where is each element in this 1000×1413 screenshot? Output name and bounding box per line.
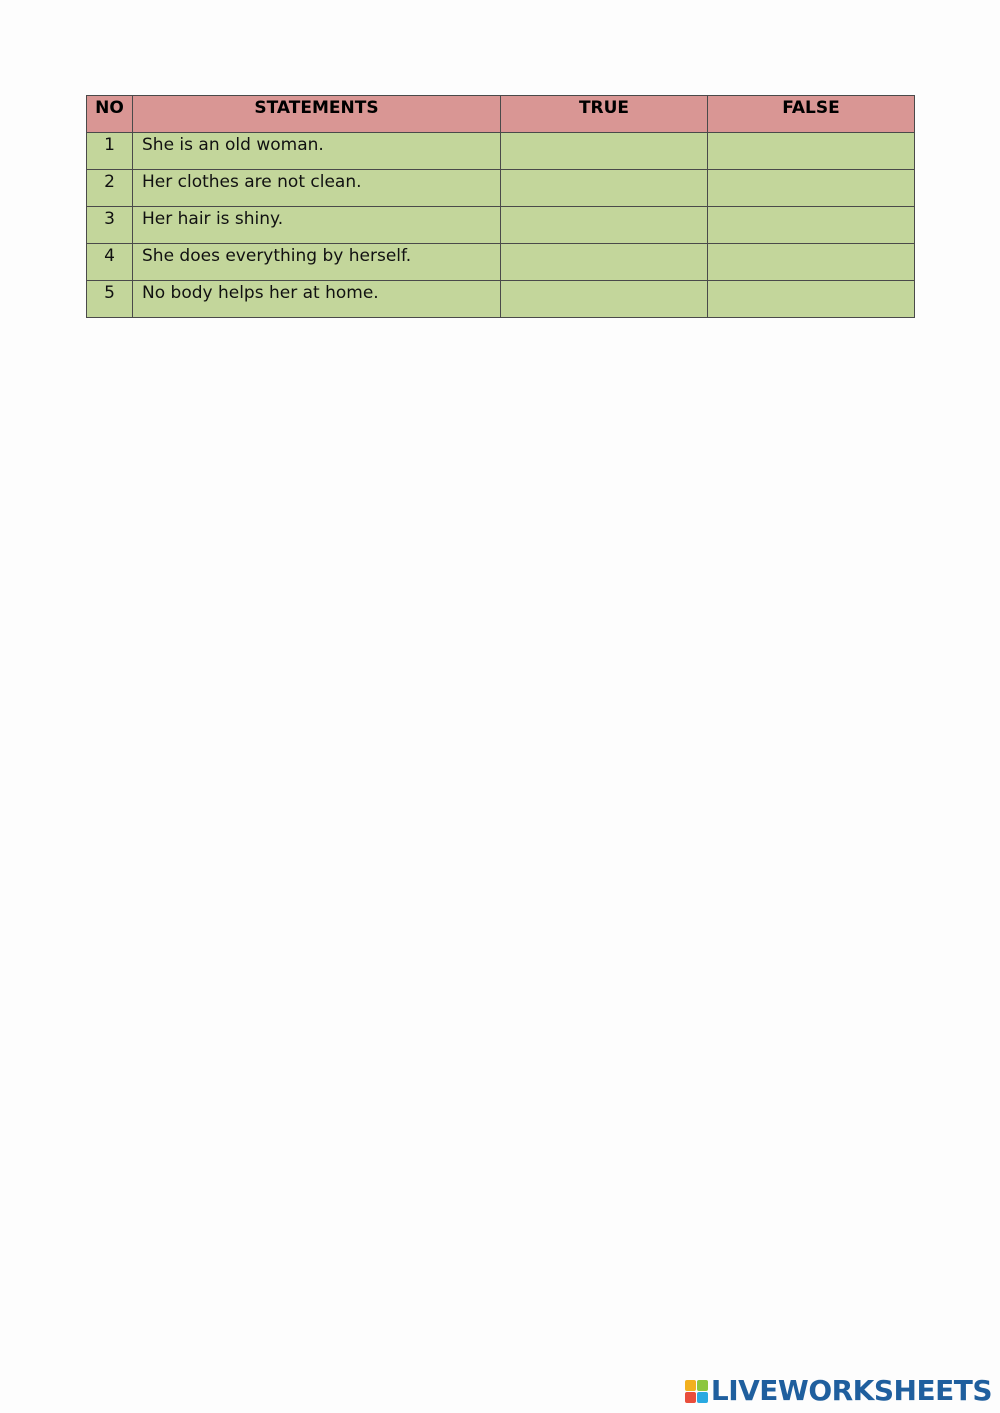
true-answer-cell[interactable] — [501, 170, 708, 207]
table-header-row — [87, 96, 915, 133]
row-number: 1 — [87, 133, 133, 170]
row-number: 5 — [87, 281, 133, 318]
false-answer-cell[interactable] — [708, 244, 915, 281]
true-answer-cell[interactable] — [501, 281, 708, 318]
statement-text: No body helps her at home. — [133, 281, 501, 318]
false-answer-cell[interactable] — [708, 207, 915, 244]
liveworksheets-logo — [685, 1374, 992, 1407]
header-true: TRUE — [501, 96, 708, 133]
row-number: 2 — [87, 170, 133, 207]
header-statements: STATEMENTS — [133, 96, 501, 133]
false-answer-cell[interactable] — [708, 281, 915, 318]
table-row — [87, 244, 915, 281]
true-false-table — [86, 95, 915, 318]
row-number: 3 — [87, 207, 133, 244]
statement-text: She is an old woman. — [133, 133, 501, 170]
logo-block — [697, 1392, 708, 1403]
table-row — [87, 207, 915, 244]
statement-text: Her clothes are not clean. — [133, 170, 501, 207]
true-answer-cell[interactable] — [501, 207, 708, 244]
true-answer-cell[interactable] — [501, 133, 708, 170]
logo-block — [685, 1392, 696, 1403]
header-no: NO — [87, 96, 133, 133]
statement-text: She does everything by herself. — [133, 244, 501, 281]
logo-blocks-icon — [685, 1380, 708, 1403]
row-number: 4 — [87, 244, 133, 281]
true-answer-cell[interactable] — [501, 244, 708, 281]
false-answer-cell[interactable] — [708, 170, 915, 207]
false-answer-cell[interactable] — [708, 133, 915, 170]
table-row — [87, 170, 915, 207]
logo-block — [697, 1380, 708, 1391]
header-false: FALSE — [708, 96, 915, 133]
table-row — [87, 281, 915, 318]
table-row — [87, 133, 915, 170]
logo-text: LIVEWORKSHEETS — [710, 1374, 992, 1407]
statement-text: Her hair is shiny. — [133, 207, 501, 244]
logo-block — [685, 1380, 696, 1391]
